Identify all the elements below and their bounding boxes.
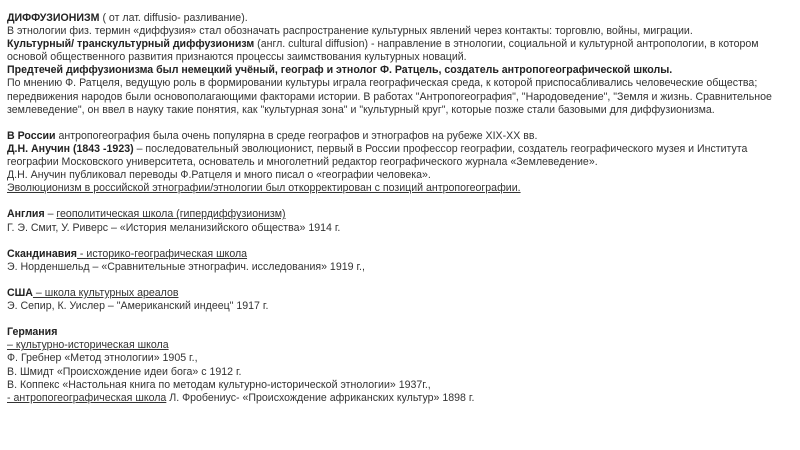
spacer bbox=[7, 235, 793, 248]
usa-label: США bbox=[7, 286, 33, 299]
scandinavia-label: Скандинавия bbox=[7, 247, 77, 260]
evolutionism-line: Эволюционизм в российской этнографии/этнологии был откорректирован с позиций антропогеографии. bbox=[7, 182, 521, 195]
england-heading: Англия – геополитическая школа (гипердиффузионизм) bbox=[7, 208, 286, 221]
diffusionism-title: ДИФФУЗИОНИЗМ bbox=[7, 12, 100, 24]
germany-heading bbox=[7, 326, 793, 339]
anuchin-paragraph: Д.Н. Анучин (1843 -1923) – последовательный эволюционист, первый в России профессор географии, создатель географического музея и Института географии Московского университета, основатель и многолетний редактор географического журнала «Землеведение». bbox=[7, 142, 748, 169]
diffusion-term-line: В этнологии физ. термин «диффузия» стал обозначать распространение культурных явлений через контакты: торговлю, войны, миграции. bbox=[7, 25, 693, 38]
germany-label: Германия bbox=[7, 326, 58, 339]
russia-label: В России bbox=[7, 129, 56, 142]
scandinavia-work: Э. Норденшельд – «Сравнительные этнографич. исследования» 1919 г., bbox=[7, 260, 365, 273]
usa-heading bbox=[7, 287, 793, 300]
definition-text: (англ. cultural diffusion) - направление в этнологии, социальной и культурной антропологии, в котором основой общественного развития признаются процессы заимствования культурных новаций. bbox=[7, 38, 759, 64]
spacer bbox=[7, 195, 793, 208]
england-label: Англия bbox=[7, 208, 45, 221]
germany-school-anthropogeographic: - антропогеографическая школа bbox=[7, 391, 167, 404]
germany-anthropogeography-line bbox=[7, 392, 793, 405]
definition-term: Культурный/ транскультурный диффузионизм bbox=[7, 38, 255, 51]
germany-school-cultural-historical: – культурно-историческая школа bbox=[7, 339, 169, 352]
spacer bbox=[7, 117, 793, 130]
usa-school: – школа культурных ареалов bbox=[32, 286, 179, 299]
russia-line: В России антропогеография была очень популярна в среде географов и этнографов на рубеже XIX-XX вв. bbox=[7, 129, 538, 142]
england-work: Г. Э. Смит, У. Риверс – «История меланизийского общества» 1914 г. bbox=[7, 221, 341, 234]
ratzel-paragraph: По мнению Ф. Ратцеля, ведущую роль в формировании культуры играла географическая среда, к которой приспосабливались человеческие общества; передвижения народов были основополагающими факторами истории. В работах "Антропогеография", "Народоведение", "Земля и жизнь. Сравнительное землеведение", он ввел в науку такие понятия, как "культурная зона" и "культурный круг", которые позже стали базовыми для диффузионизма. bbox=[7, 77, 772, 116]
intro-title-line bbox=[7, 12, 793, 25]
spacer bbox=[7, 274, 793, 287]
title-etymology: ( от лат. diffusio- разливание). bbox=[99, 12, 248, 24]
anuchin-publications: Д.Н. Анучин публиковал переводы Ф.Ратцеля и много писал о «географии человека». bbox=[7, 169, 431, 182]
germany-work-graebner: Ф. Гребнер «Метод этнологии» 1905 г., bbox=[7, 352, 198, 365]
predecessor-line: Предтечей диффузионизма был немецкий учёный, географ и этнолог Ф. Ратцель, создатель антропогеографической школы. bbox=[7, 64, 673, 77]
germany-work-schmidt: В. Шмидт «Происхождение идеи бога» с 1912 г. bbox=[7, 365, 242, 378]
anuchin-name: Д.Н. Анучин (1843 -1923) bbox=[7, 142, 134, 155]
england-school: геополитическая школа (гипердиффузионизм) bbox=[56, 208, 286, 221]
slide-text bbox=[7, 12, 793, 405]
definition-paragraph bbox=[7, 38, 793, 64]
spacer bbox=[7, 313, 793, 326]
germany-work-koppers: В. Коппекс «Настольная книга по методам культурно-исторической этнологии» 1937г., bbox=[7, 378, 431, 391]
usa-work: Э. Сепир, К. Уислер – "Американский индеец" 1917 г. bbox=[7, 300, 269, 313]
germany-work-frobenius: Л. Фробениус- «Происхождение африканских культур» 1898 г. bbox=[166, 391, 475, 404]
scandinavia-heading bbox=[7, 248, 793, 261]
scandinavia-school: - историко-географическая школа bbox=[76, 247, 248, 260]
